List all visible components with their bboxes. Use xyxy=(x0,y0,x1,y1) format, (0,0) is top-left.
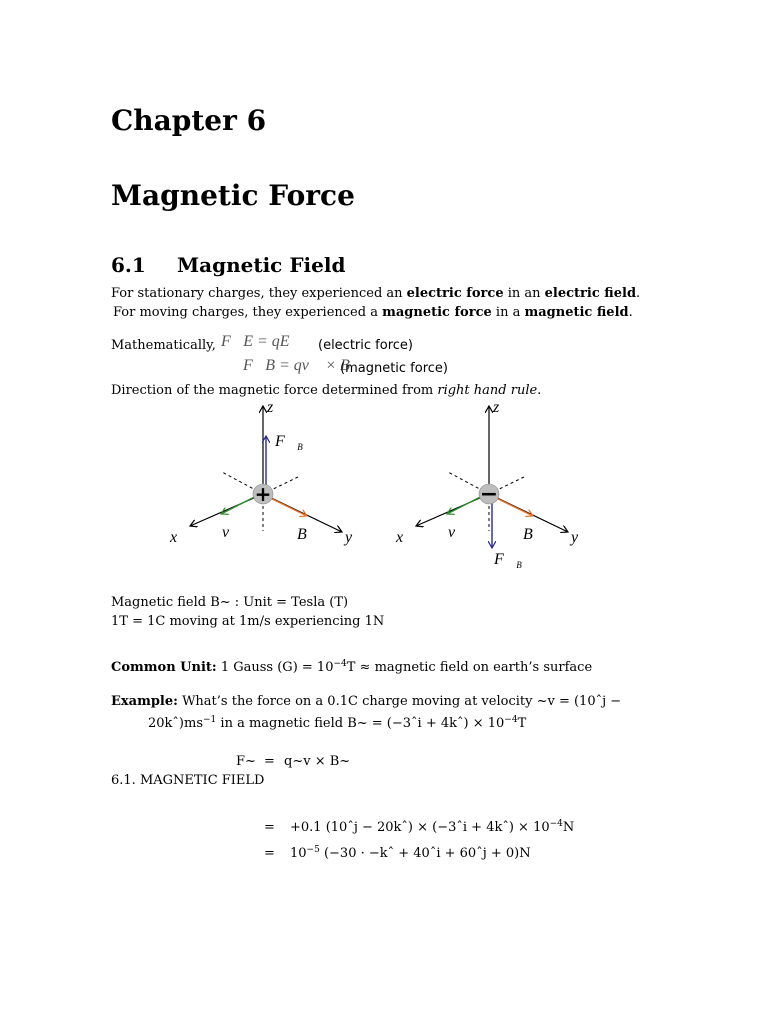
positive-charge-diagram xyxy=(169,399,353,546)
example-line-2: $20kˆ)ms^{-1}$ in a magnetic field B~ = (−3ˆi + 4kˆ) × $10^{-4}T$ xyxy=(148,715,527,731)
F-label: $F⃗_B$ xyxy=(275,433,303,452)
y-label: y xyxy=(345,529,353,546)
field-vector xyxy=(266,496,307,516)
unit-line-1: Magnetic field B~ : Unit = Tesla (T) xyxy=(111,595,349,610)
intro-line-1: For stationary charges, they experienced an electric force in an electric field. xyxy=(111,286,641,301)
common-unit-line: Common Unit: 1 Gauss $(G) = 10^{-4}T$ ≈ magnetic field on earth’s surface xyxy=(111,659,593,675)
right-hand-rule-line: Direction of the magnetic force determined from right hand rule. xyxy=(111,383,542,398)
F-label: $F⃗_B$ xyxy=(494,551,522,570)
solution-rhs-3: $10^{-5}$ (−30 · −kˆ + 40ˆi + 60ˆj + 0)N xyxy=(290,845,531,861)
right-hand-rule-diagram xyxy=(160,396,600,576)
B-label: B⃗ xyxy=(523,526,546,543)
solution-rhs-2: +0.1 (10ˆj − 20kˆ) × (−3ˆi + 4kˆ) × $10^{-4}N$ xyxy=(290,819,575,835)
z-label: z xyxy=(493,399,500,416)
example-line-1: Example: What’s the force on a 0.1C charge moving at velocity ~v = (10ˆj − xyxy=(111,694,622,709)
section-title: Magnetic Field xyxy=(177,253,346,277)
solution-equals-2: = xyxy=(264,820,275,835)
unit-line-2: 1T = 1C moving at 1m/s experiencing 1N xyxy=(111,614,385,629)
chapter-heading: Chapter 6 xyxy=(111,104,267,137)
math-label: Mathematically, xyxy=(111,338,216,353)
section-number: 6.1 xyxy=(111,253,146,277)
solution-equals-1: = xyxy=(264,754,275,769)
solution-lhs: F~ xyxy=(236,754,256,769)
magnetic-force-equation: F⃗B = qv⃗ × B⃗ xyxy=(243,357,363,374)
magnetic-force-note: (magnetic force) xyxy=(340,361,448,376)
chapter-title: Magnetic Force xyxy=(111,179,355,212)
y-label: y xyxy=(571,529,579,546)
v-label: v⃗ xyxy=(222,524,242,541)
x-label: x xyxy=(396,529,404,546)
v-label: v⃗ xyxy=(448,524,468,541)
negative-sign: − xyxy=(479,482,499,507)
electric-force-note: (electric force) xyxy=(318,338,413,353)
z-label: z xyxy=(267,399,274,416)
positive-sign: + xyxy=(254,482,272,506)
solution-rhs-1: q~v × B~ xyxy=(284,754,351,769)
intro-line-2: For moving charges, they experienced a magnetic force in a magnetic field. xyxy=(113,305,633,320)
negative-charge-diagram xyxy=(395,399,579,570)
x-label: x xyxy=(170,529,178,546)
solution-equals-3: = xyxy=(264,846,275,861)
B-label: B⃗ xyxy=(297,526,320,543)
running-header: 6.1. MAGNETIC FIELD xyxy=(111,773,265,788)
electric-force-equation: F⃗E = qE⃗ xyxy=(221,333,303,350)
